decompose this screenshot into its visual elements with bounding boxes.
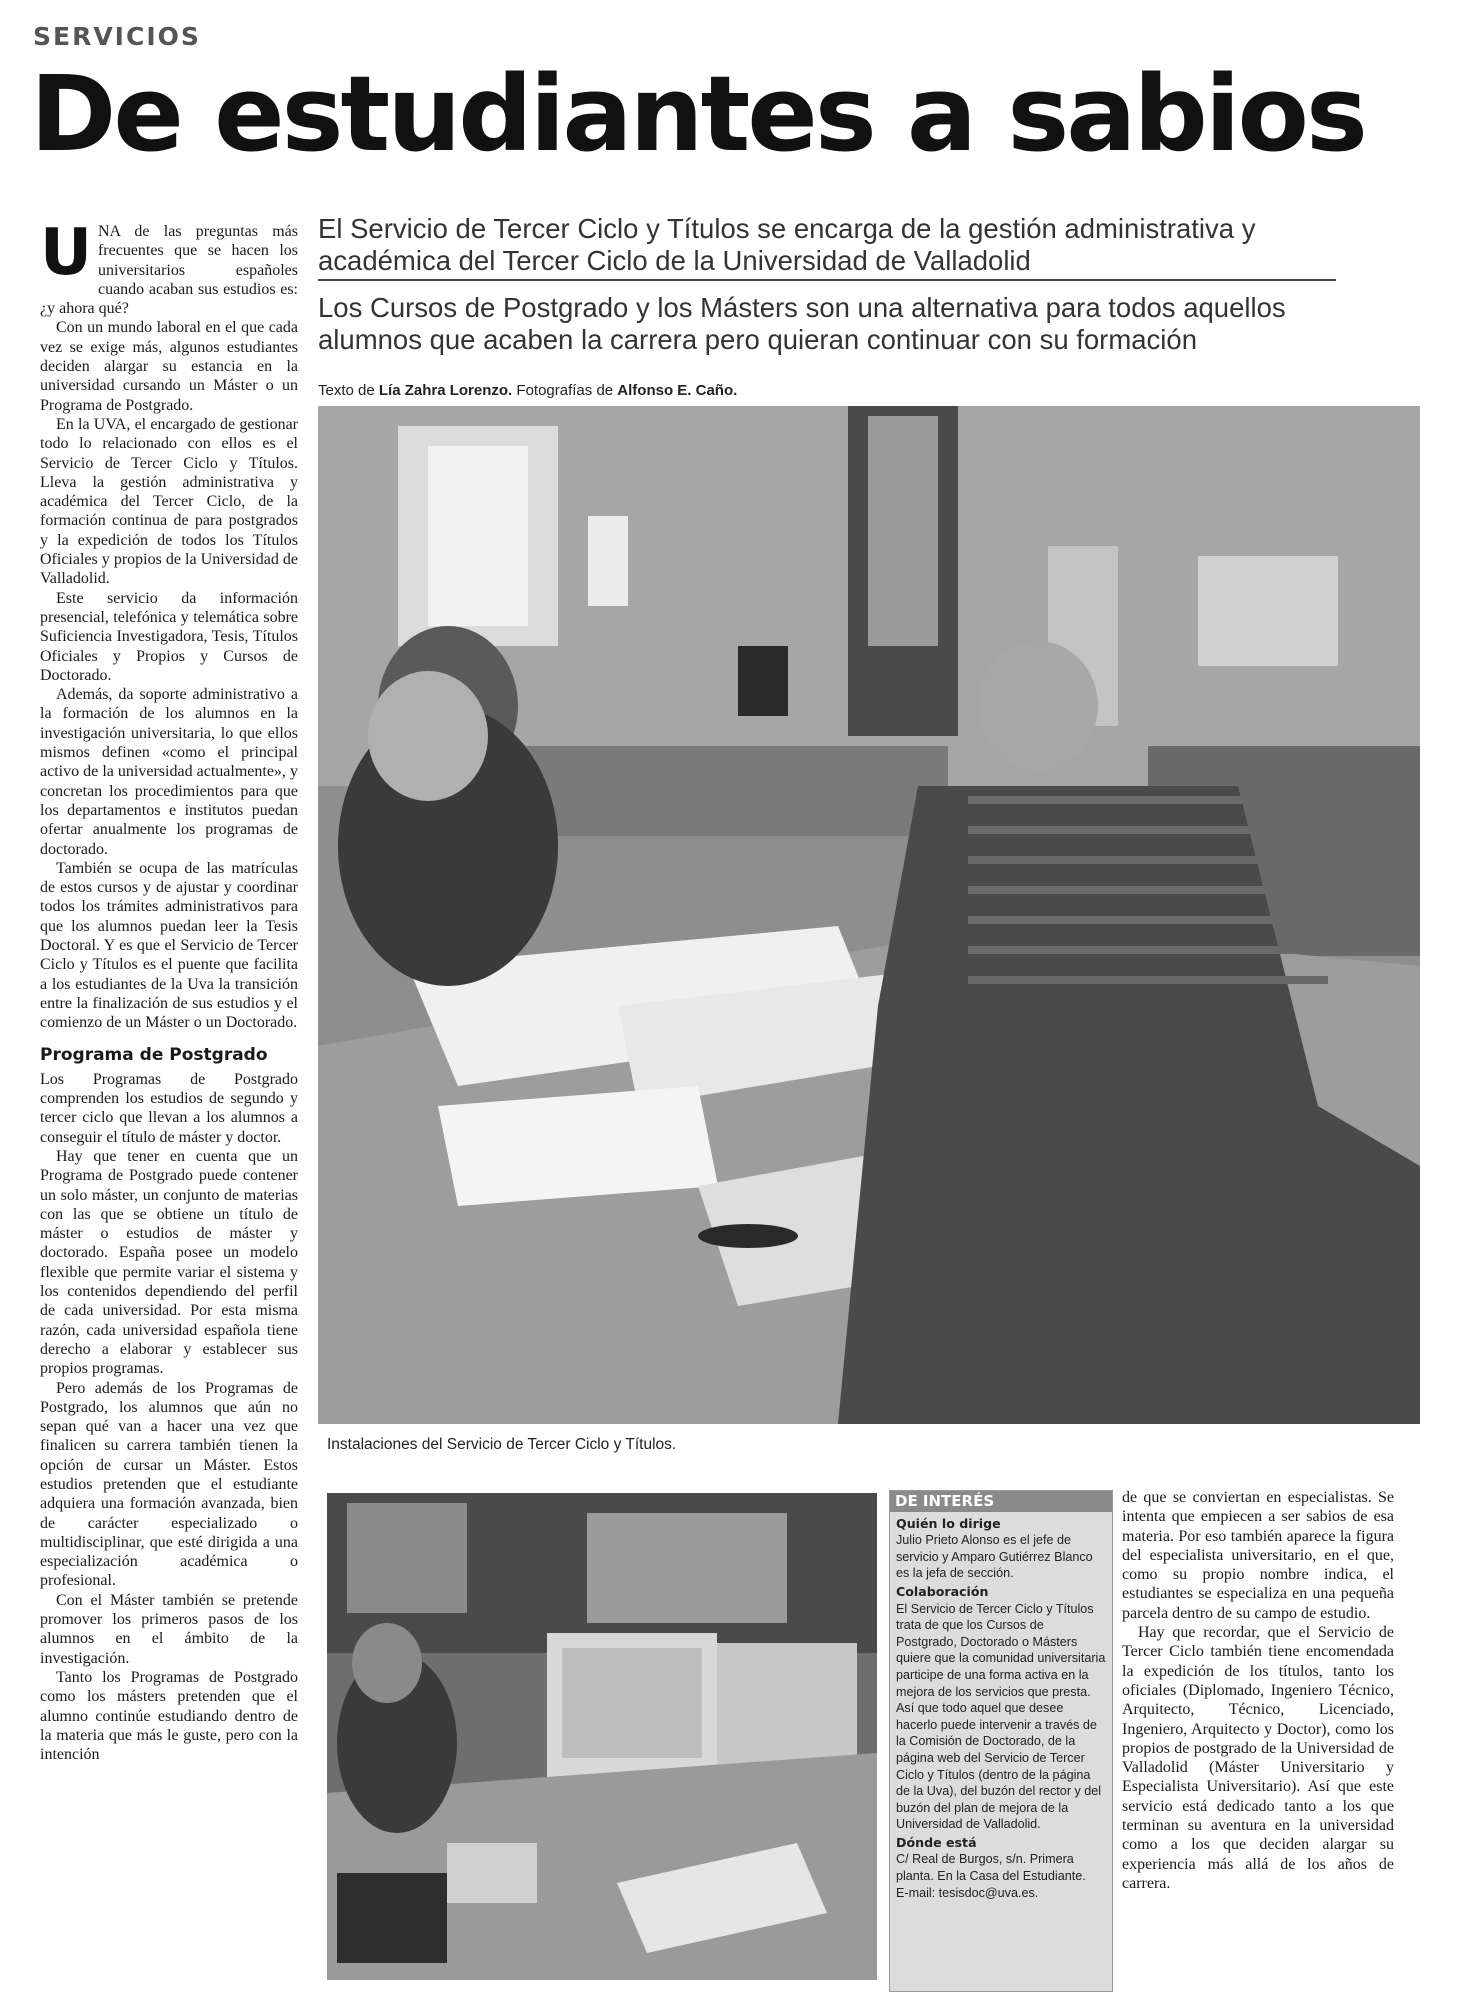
credits-photo-prefix: Fotografías de (512, 382, 618, 399)
info-subheading: Quién lo dirige (896, 1515, 1001, 1531)
paragraph: Pero además de los Programas de Postgrado, los alumnos que aún no sepan qué van a hacer una vez que finalicen su carrera también tienen la opción de cursar un Máster. Estos estudios pretenden que el estudiante adquiera una formación avanzada, bien de carácter especializado o multidisciplinar, que esté dirigida a una especialización académica o profesional. (40, 1379, 298, 1590)
section-label: SERVICIOS (33, 22, 201, 51)
secondary-photo (327, 1493, 877, 1980)
paragraph: Los Programas de Postgrado comprenden los estudios de segundo y tercer ciclo que llevan a los alumnos a conseguir el título de máster y doctor. (40, 1070, 298, 1146)
lead-2: Los Cursos de Postgrado y los Másters son una alternativa para todos aquellos alumnos que acaben la carrera pero quieran continuar con su formación (318, 292, 1286, 355)
paragraph: En la UVA, el encargado de gestionar todo lo relacionado con ellos es el Servicio de Tercer Ciclo y Títulos. Lleva la gestión administrativa y académica del Tercer Ciclo, de la formación continua de para postgrados y la expedición de todos los Títulos Oficiales y propios de la Universidad de Valladolid. (40, 415, 298, 588)
lead-divider (318, 279, 1336, 281)
subheading: Programa de Postgrado (40, 1045, 268, 1066)
info-box-body (890, 1512, 1112, 1904)
paragraph: de que se conviertan en especialistas. Se intenta que empiecen a ser sabios de esa materia. Por eso también aparece la figura del especialista universitario, en el que, como su propio nombre indica, el estudiantes se especializa en una pequeña parcela dentro de su campo de estudio. (1122, 1489, 1394, 1622)
drop-cap: U (40, 216, 92, 290)
info-text: C/ Real de Burgos, s/n. Primera planta. En la Casa del Estudiante. (896, 1852, 1086, 1884)
article-column-1 (40, 216, 298, 1764)
credits-photographer: Alfonso E. Caño. (617, 382, 738, 399)
paragraph: Hay que tener en cuenta que un Programa de Postgrado puede contener un solo máster, un conjunto de materias con las que se obtiene un título de máster o estudios de máster y doctorado. España posee un modelo flexible que permite variar el sistema y los contenidos dependiendo del perfil de cada universidad. Por esta misma razón, cada universidad española tiene derecho a elaborar y establecer sus propios programas. (40, 1147, 298, 1378)
office-scene-illustration (318, 406, 1420, 1424)
office-desk-illustration (327, 1493, 877, 1980)
credits-line (318, 382, 737, 399)
photo-caption: Instalaciones del Servicio de Tercer Ciclo y Títulos. (327, 1436, 677, 1453)
lead-1: El Servicio de Tercer Ciclo y Títulos se encarga de la gestión administrativa y académica del Tercer Ciclo de la Universidad de Valladolid (318, 213, 1256, 276)
paragraph: Hay que recordar, que el Servicio de Tercer Ciclo también tiene encomendada la expedición de los títulos, tanto los oficiales (Diplomado, Ingeniero Técnico, Arquitecto, Técnico, Licenciado, Ingeniero, Arquitecto y Doctor), como los propios de postgrado de la Universidad de Valladolid (Máster Universitario y Especialista Universitario). Así que este servicio está dedicado tanto a los que terminan su aventura en la universidad como a los que deciden alargar su experiencia más allá de los años de carrera. (1122, 1624, 1394, 1892)
paragraph: Además, da soporte administrativo a la formación de los alumnos en la investigación universitaria, lo que ellos mismos definen «como el principal activo de la universidad actualmente», y concretan los procedimientos para que los departamentos e institutos puedan ofertar anualmente los programas de doctorado. (40, 686, 298, 858)
credits-text-prefix: Texto de (318, 382, 379, 399)
paragraph: NA de las preguntas más frecuentes que se hacen los universitarios españoles cuando acaban sus estudios es: ¿y ahora qué? (40, 223, 298, 318)
info-subheading: Colaboración (896, 1583, 989, 1599)
info-subheading: Dónde está (896, 1834, 977, 1850)
paragraph: También se ocupa de las matrículas de estos cursos y de ajustar y coordinar todos los trámites administrativos para que los alumnos puedan leer la Tesis Doctoral. Y es que el Servicio de Tercer Ciclo y Títulos es el puente que facilita a los estudiantes de la Uva la transición entre la finalización de sus estudios y el comienzo de un Máster o un Doctorado. (40, 859, 298, 1032)
paragraph: Este servicio da información presencial, telefónica y telemática sobre Suficiencia Investigadora, Tesis, Títulos Oficiales y Propios y Cursos de Doctorado. (40, 589, 298, 684)
info-box (889, 1490, 1113, 1992)
paragraph: Tanto los Programas de Postgrado como los másters pretenden que el alumno continúe estudiando dentro de la materia que más le guste, pero con la intención (40, 1668, 298, 1764)
paragraph: Con el Máster también se pretende promover los primeros pasos de los alumnos en el ámbito de la investigación. (40, 1591, 298, 1667)
info-text: El Servicio de Tercer Ciclo y Títulos trata de que los Cursos de Postgrado, Doctorado o Másters quiere que la comunidad universitaria participe de una forma activa en la mejora de los servicios que presta. Así que todo aquel que desee hacerlo puede intervenir a través de la Comisión de Doctorado, de la página web del Servicio de Tercer Ciclo y Títulos (dentro de la página de la Uva), del buzón del rector y del buzón del plan de mejora de la Universidad de Valladolid. (896, 1601, 1106, 1832)
headline: De estudiantes a sabios (30, 53, 1365, 175)
info-box-title: DE INTERÉS (890, 1491, 1112, 1512)
main-photo (318, 406, 1420, 1424)
info-text: Julio Prieto Alonso es el jefe de servicio y Amparo Gutiérrez Blanco es la jefa de sección. (896, 1533, 1093, 1581)
paragraph: Con un mundo laboral en el que cada vez se exige más, algunos estudiantes deciden alargar su estancia en la universidad cursando un Máster o un Programa de Postgrado. (40, 319, 298, 414)
credits-author: Lía Zahra Lorenzo. (378, 382, 513, 399)
article-column-4 (1122, 1488, 1394, 1893)
info-email: E-mail: tesisdoc@uva.es. (896, 1885, 1039, 1900)
